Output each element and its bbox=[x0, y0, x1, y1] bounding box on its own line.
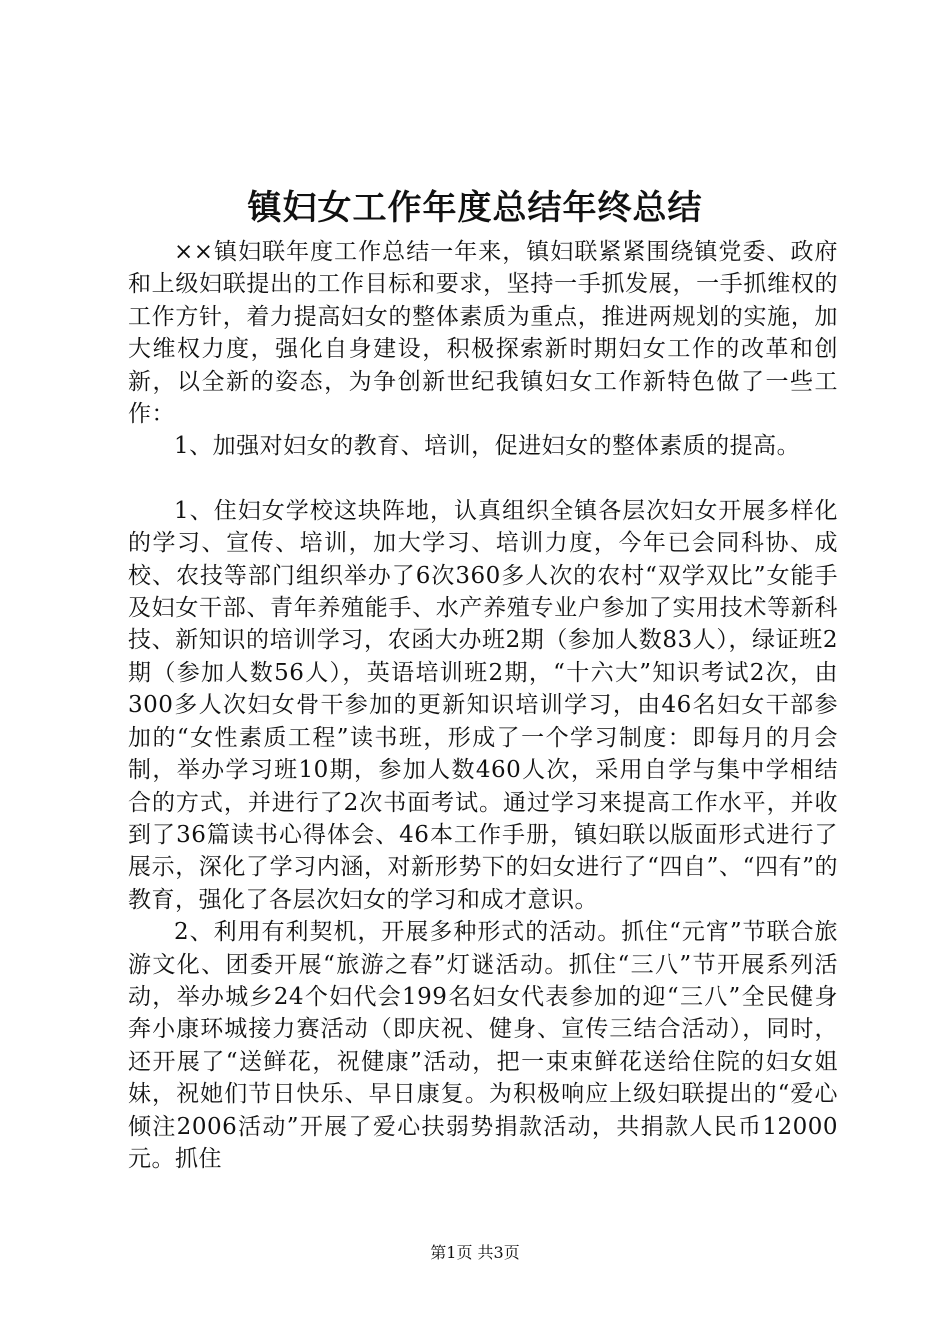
document-title: 镇妇女工作年度总结年终总结 bbox=[247, 188, 703, 228]
paragraph-activities: 2、利用有利契机，开展多种形式的活动。抓住“元宵”节联合旅游文化、团委开展“旅游之春”灯谜活动。抓住“三八”节开展系列活动，举办城乡24个妇代会199名妇女代表参加的迎“三八”全民健身奔小康环城接力赛活动（即庆祝、健身、宣传三结合活动），同时，还开展了“送鲜花，祝健康”活动，把一束束鲜花送给住院的妇女姐妹，祝她们节日快乐、早日康复。为积极响应上级妇联提出的“爱心倾注2006活动”开展了爱心扶弱势捐款活动，共捐款人民币12000元。抓住 bbox=[128, 919, 838, 1172]
paragraph-intro: ××镇妇联年度工作总结一年来，镇妇联紧紧围绕镇党委、政府和上级妇联提出的工作目标和要求，坚持一手抓发展，一手抓维权的工作方针，着力提高妇女的整体素质为重点，推进两规划的实施，加大维权力度，强化自身建设，积极探索新时期妇女工作的改革和创新，以全新的姿态，为争创新世纪我镇妇女工作新特色做了一些工作： bbox=[128, 239, 838, 428]
document-body bbox=[128, 236, 838, 1175]
paragraph-training: 1、住妇女学校这块阵地，认真组织全镇各层次妇女开展多样化的学习、宣传、培训，加大学习、培训力度，今年已会同科协、成校、农技等部门组织举办了6次360多人次的农村“双学双比”女能手及妇女干部、青年养殖能手、水产养殖专业户参加了实用技术等新科技、新知识的培训学习，农函大办班2期（参加人数83人），绿证班2期（参加人数56人），英语培训班2期，“十六大”知识考试2次，由300多人次妇女骨干参加的更新知识培训学习，由46名妇女干部参加的“女性素质工程”读书班，形成了一个学习制度：即每月的月会制，举办学习班10期，参加人数460人次，采用自学与集中学相结合的方式，并进行了2次书面考试。通过学习来提高工作水平，并收到了36篇读书心得体会、46本工作手册，镇妇联以版面形式进行了展示，深化了学习内涵，对新形势下的妇女进行了“四自”、“四有”的教育，强化了各层次妇女的学习和成才意识。 bbox=[128, 497, 838, 913]
paragraph-section-heading: 1、加强对妇女的教育、培训，促进妇女的整体素质的提高。 bbox=[174, 433, 801, 460]
page-footer: 第1页 共3页 bbox=[430, 1243, 520, 1262]
